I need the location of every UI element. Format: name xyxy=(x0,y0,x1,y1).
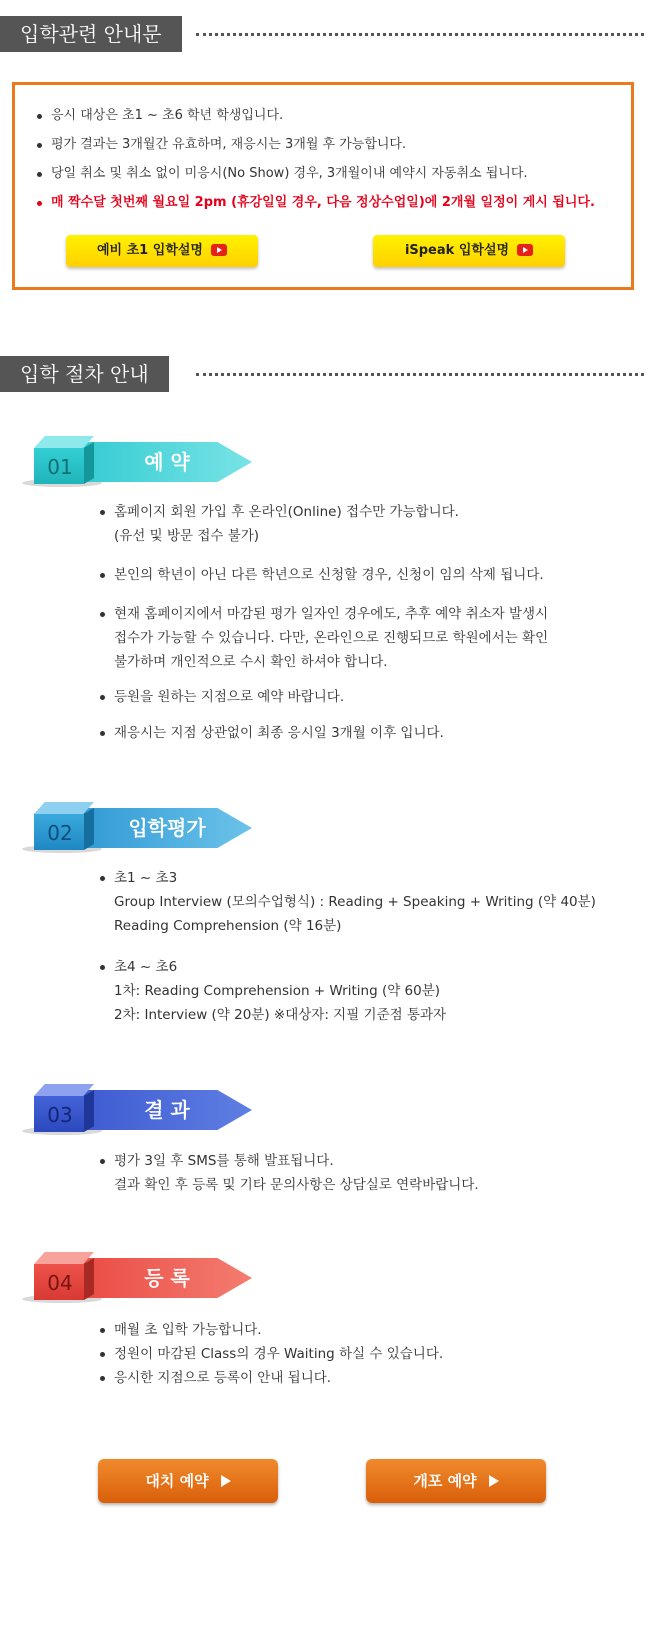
step-02-badge xyxy=(22,800,232,855)
pre-grade1-info-button[interactable] xyxy=(66,235,258,267)
step-04-list xyxy=(98,1318,443,1390)
step-number: 03 xyxy=(47,1103,73,1127)
line: 초4 ~ 초6 xyxy=(114,959,178,975)
button-label: iSpeak 입학설명 xyxy=(404,243,510,258)
play-arrow-icon xyxy=(221,1475,231,1487)
section-header-admission-info xyxy=(0,16,650,52)
list-item xyxy=(98,500,548,548)
button-label: 개포 예약 xyxy=(413,1472,477,1490)
play-arrow-icon xyxy=(489,1475,499,1487)
list-item xyxy=(98,1342,443,1366)
step-number: 02 xyxy=(47,821,73,845)
line: 재응시는 지점 상관없이 최종 응시일 3개월 이후 입니다. xyxy=(114,725,444,741)
step-03-badge xyxy=(22,1082,232,1137)
line: 현재 홈페이지에서 마감된 평가 일자인 경우에도, 추후 예약 취소자 발생시 xyxy=(114,606,549,622)
list-item xyxy=(98,1149,479,1197)
gaepo-reserve-button[interactable] xyxy=(366,1459,546,1503)
line: 초1 ~ 초3 xyxy=(114,870,178,886)
line: 정원이 마감된 Class의 경우 Waiting 하실 수 있습니다. xyxy=(114,1346,444,1362)
list-item xyxy=(98,721,548,745)
youtube-icon xyxy=(517,244,533,256)
line: 등원을 원하는 지점으로 예약 바랍니다. xyxy=(114,689,345,705)
notice-list xyxy=(35,107,595,223)
line: 접수가 가능할 수 있습니다. 다만, 온라인으로 진행되므로 학원에서는 확인 xyxy=(114,630,549,646)
notice-item: 응시 대상은 초1 ~ 초6 학년 학생입니다. xyxy=(35,107,595,136)
line: 본인의 학년이 아닌 다른 학년으로 신청할 경우, 신청이 임의 삭제 됩니다. xyxy=(114,567,544,583)
button-label: 예비 초1 입학설명 xyxy=(96,243,203,258)
step-title: 예 약 xyxy=(144,450,190,474)
section-title: 입학관련 안내문 xyxy=(0,16,182,52)
notice-item: 당일 취소 및 취소 없이 미응시(No Show) 경우, 3개월이내 예약시 자동취소 됩니다. xyxy=(35,165,595,194)
step-04-badge xyxy=(22,1250,232,1305)
list-item xyxy=(98,866,596,938)
dotted-divider xyxy=(196,33,644,36)
notice-item: 평가 결과는 3개월간 유효하며, 재응시는 3개월 후 가능합니다. xyxy=(35,136,595,165)
line: 불가하며 개인적으로 수시 확인 하셔야 합니다. xyxy=(114,654,388,670)
notice-box xyxy=(12,82,634,290)
list-item xyxy=(98,685,548,709)
line: 결과 확인 후 등록 및 기타 문의사항은 상담실로 연락바랍니다. xyxy=(114,1177,479,1193)
line: 응시한 지점으로 등록이 안내 됩니다. xyxy=(114,1370,332,1386)
step-01-badge xyxy=(22,434,232,489)
list-item xyxy=(98,955,596,1027)
line: 1차: Reading Comprehension + Writing (약 60분) xyxy=(114,983,441,999)
section-header-procedure xyxy=(0,356,650,392)
step-01-list xyxy=(98,500,548,745)
list-item xyxy=(98,1366,443,1390)
step-title: 결 과 xyxy=(144,1098,190,1122)
list-item xyxy=(98,602,548,674)
step-title: 입학평가 xyxy=(128,816,206,840)
line: 평가 3일 후 SMS를 통해 발표됩니다. xyxy=(114,1153,334,1169)
list-item xyxy=(98,1318,443,1342)
daechi-reserve-button[interactable] xyxy=(98,1459,278,1503)
step-02-list xyxy=(98,866,596,1027)
ispeak-info-button[interactable] xyxy=(373,235,565,267)
step-number: 04 xyxy=(47,1271,73,1295)
section-title: 입학 절차 안내 xyxy=(0,356,169,392)
line: Group Interview (모의수업형식) : Reading + Speaking + Writing (약 40분) xyxy=(114,894,596,910)
line: 매월 초 입학 가능합니다. xyxy=(114,1322,262,1338)
button-label: 대치 예약 xyxy=(145,1472,209,1490)
step-03-list xyxy=(98,1149,479,1197)
youtube-icon xyxy=(211,244,227,256)
line: (유선 및 방문 접수 불가) xyxy=(114,528,260,544)
dotted-divider xyxy=(196,373,644,376)
step-title: 등 록 xyxy=(144,1266,190,1290)
line: 홈페이지 회원 가입 후 온라인(Online) 접수만 가능합니다. xyxy=(114,504,459,520)
notice-highlight: 매 짝수달 첫번째 월요일 2pm (휴강일일 경우, 다음 정상수업일)에 2개월 일정이 게시 됩니다. xyxy=(35,194,595,223)
line: Reading Comprehension (약 16분) xyxy=(114,918,342,934)
line: 2차: Interview (약 20분) ※대상자: 지필 기준점 통과자 xyxy=(114,1007,447,1023)
list-item xyxy=(98,563,548,587)
step-number: 01 xyxy=(47,455,73,479)
